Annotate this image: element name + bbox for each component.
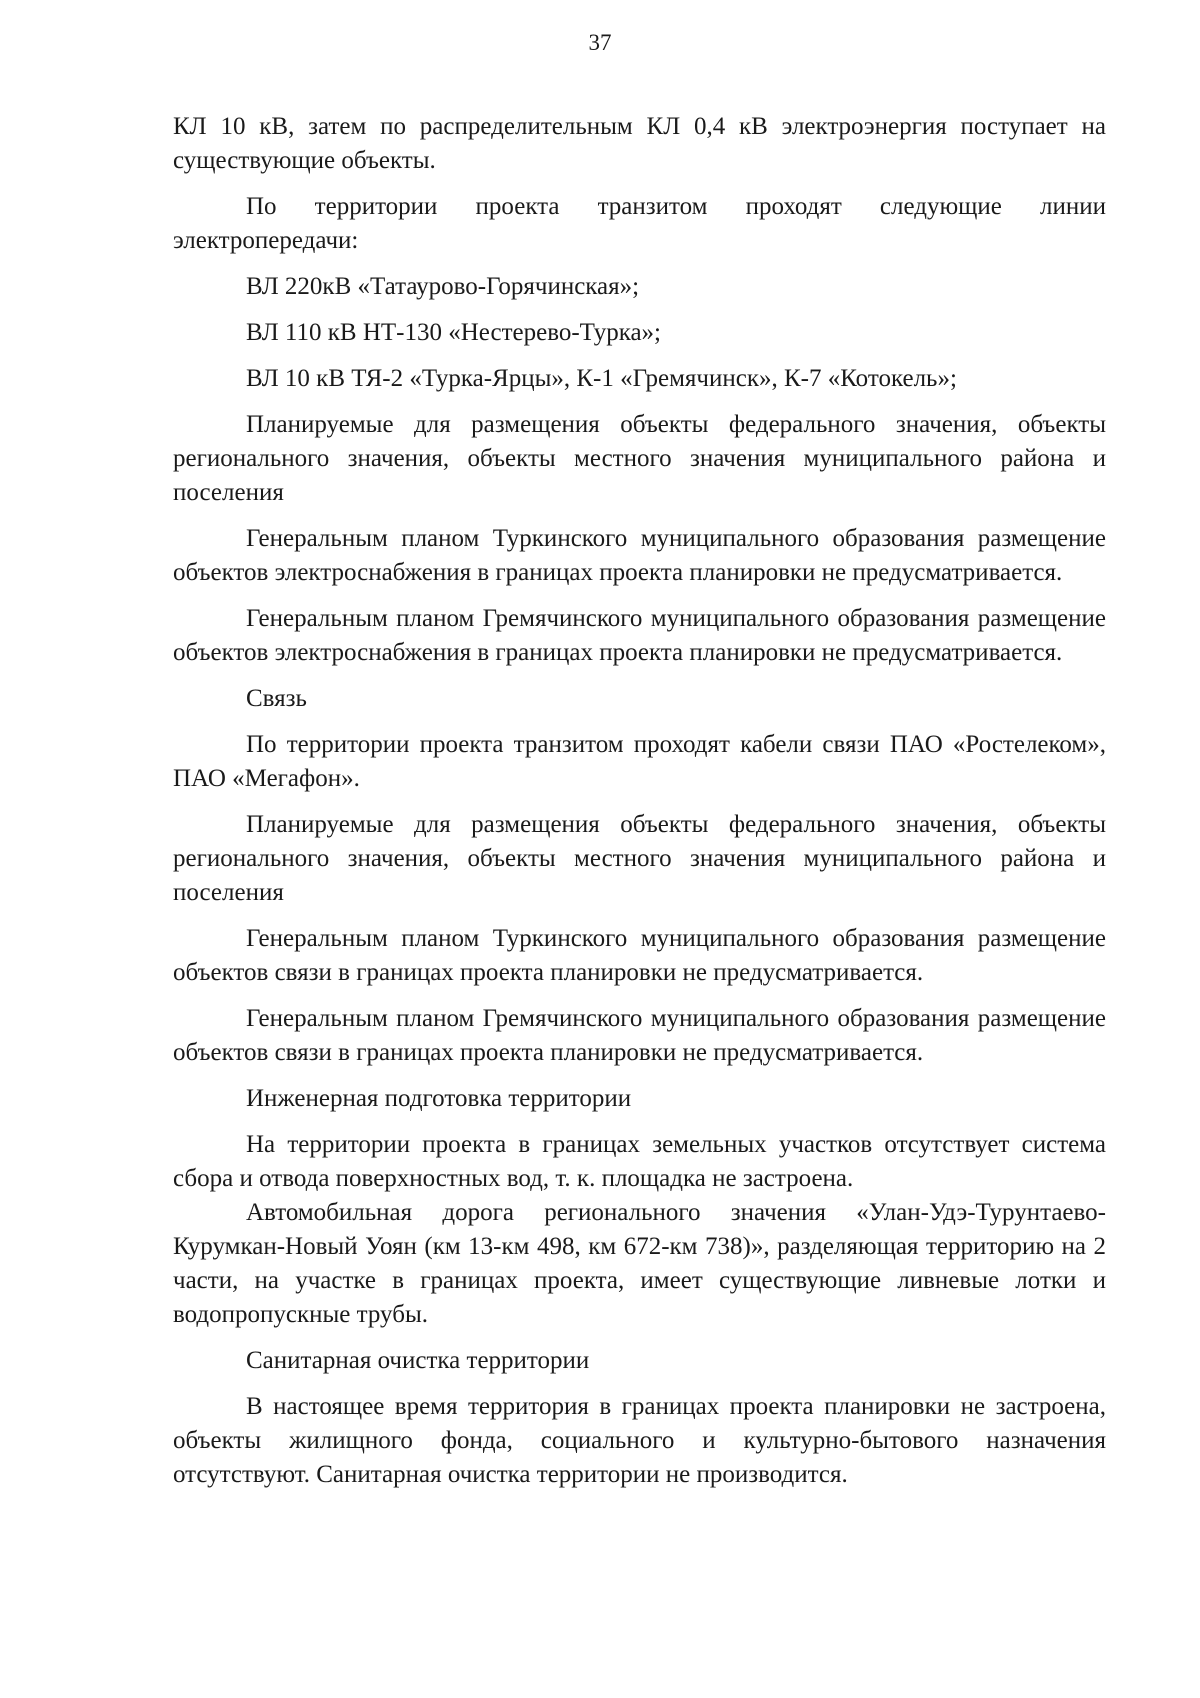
paragraph-transit-power-lines: По территории проекта транзитом проходят следующие линии электропередачи:	[173, 193, 1106, 254]
paragraph-transit-cables: По территории проекта транзитом проходят кабели связи ПАО «Ростелеком», ПАО «Мегафон».	[173, 731, 1106, 792]
paragraph-gremyachinsk-plan-power: Генеральным планом Гремячинского муниципального образования размещение объектов электроснабжения в границах проекта планировки не предусматривается.	[173, 605, 1106, 666]
paragraph-planned-objects-communications: Планируемые для размещения объекты федерального значения, объекты регионального значения, объекты местного значения муниципального района и поселения	[173, 811, 1106, 906]
list-item-power-line-110kv: ВЛ 110 кВ НТ-130 «Нестерево-Турка»;	[246, 319, 662, 346]
page-number: 37	[588, 30, 612, 55]
paragraph-planned-objects-power: Планируемые для размещения объекты федерального значения, объекты регионального значения, объекты местного значения муниципального района и поселения	[173, 411, 1106, 506]
paragraph-regional-road: Автомобильная дорога регионального значения «Улан-Удэ-Турунтаево-Курумкан-Новый Уоян (км 13-км 498, км 672-км 738)», разделяющая территорию на 2 части, на участке в границах проекта, имеет существующие ливневые лотки и водопропускные трубы.	[173, 1199, 1106, 1328]
paragraph-turka-plan-power: Генеральным планом Туркинского муниципального образования размещение объектов электроснабжения в границах проекта планировки не предусматривается.	[173, 525, 1106, 586]
section-heading-engineering-preparation: Инженерная подготовка территории	[246, 1085, 632, 1112]
paragraph-turka-plan-communications: Генеральным планом Туркинского муниципального образования размещение объектов связи в границах проекта планировки не предусматривается.	[173, 925, 1106, 986]
paragraph-drainage-absent: На территории проекта в границах земельных участков отсутствует система сбора и отвода поверхностных вод, т. к. площадка не застроена.	[173, 1131, 1106, 1192]
list-item-power-line-10kv: ВЛ 10 кВ ТЯ-2 «Турка-Ярцы», К-1 «Гремячинск», К-7 «Котокель»;	[246, 365, 957, 392]
list-item-power-line-220kv: ВЛ 220кВ «Татаурово-Горячинская»;	[246, 273, 640, 300]
paragraph-gremyachinsk-plan-communications: Генеральным планом Гремячинского муниципального образования размещение объектов связи в границах проекта планировки не предусматривается.	[173, 1005, 1106, 1066]
paragraph-sanitary-cleaning: В настоящее время территория в границах проекта планировки не застроена, объекты жилищного фонда, социального и культурно-бытового назначения отсутствуют. Санитарная очистка территории не производится.	[173, 1393, 1106, 1488]
document-body	[173, 110, 1106, 1504]
paragraph-power-supply-continuation: КЛ 10 кВ, затем по распределительным КЛ 0,4 кВ электроэнергия поступает на существующие объекты.	[173, 113, 1106, 174]
section-heading-sanitary-cleaning: Санитарная очистка территории	[246, 1347, 590, 1374]
section-heading-communications: Связь	[246, 685, 307, 712]
